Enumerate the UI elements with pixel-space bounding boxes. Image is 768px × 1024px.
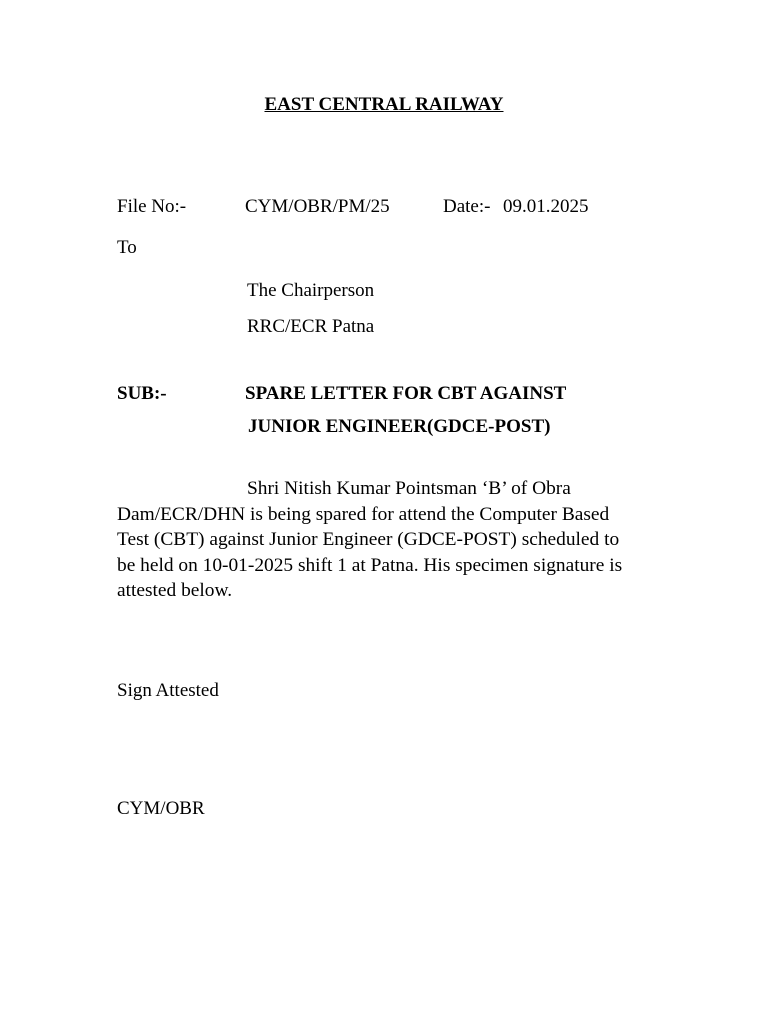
file-number-label: File No:- bbox=[117, 196, 187, 217]
recipient-title: The Chairperson bbox=[247, 280, 375, 301]
signatory-designation: CYM/OBR bbox=[117, 798, 205, 819]
subject-label: SUB:- bbox=[117, 383, 167, 404]
date-label: Date:- bbox=[443, 196, 491, 217]
file-number-value: CYM/OBR/PM/25 bbox=[245, 196, 390, 217]
organization-heading: EAST CENTRAL RAILWAY bbox=[264, 94, 504, 115]
to-label: To bbox=[117, 237, 137, 258]
date-value: 09.01.2025 bbox=[503, 196, 589, 217]
recipient-office: RRC/ECR Patna bbox=[247, 316, 375, 337]
sign-attested-label: Sign Attested bbox=[117, 680, 219, 701]
subject-line-1: SPARE LETTER FOR CBT AGAINST bbox=[245, 383, 567, 404]
body-paragraph: Shri Nitish Kumar Pointsman ‘B’ of Obra Dam/ECR/DHN is being spared for attend the Computer Based Test (CBT) against Junior Engineer (GDCE-POST) scheduled to be held on 10-01-2025 shift 1 at Patna. His specimen signature is attested below. bbox=[117, 478, 623, 601]
subject-line-2: JUNIOR ENGINEER(GDCE-POST) bbox=[248, 416, 551, 437]
